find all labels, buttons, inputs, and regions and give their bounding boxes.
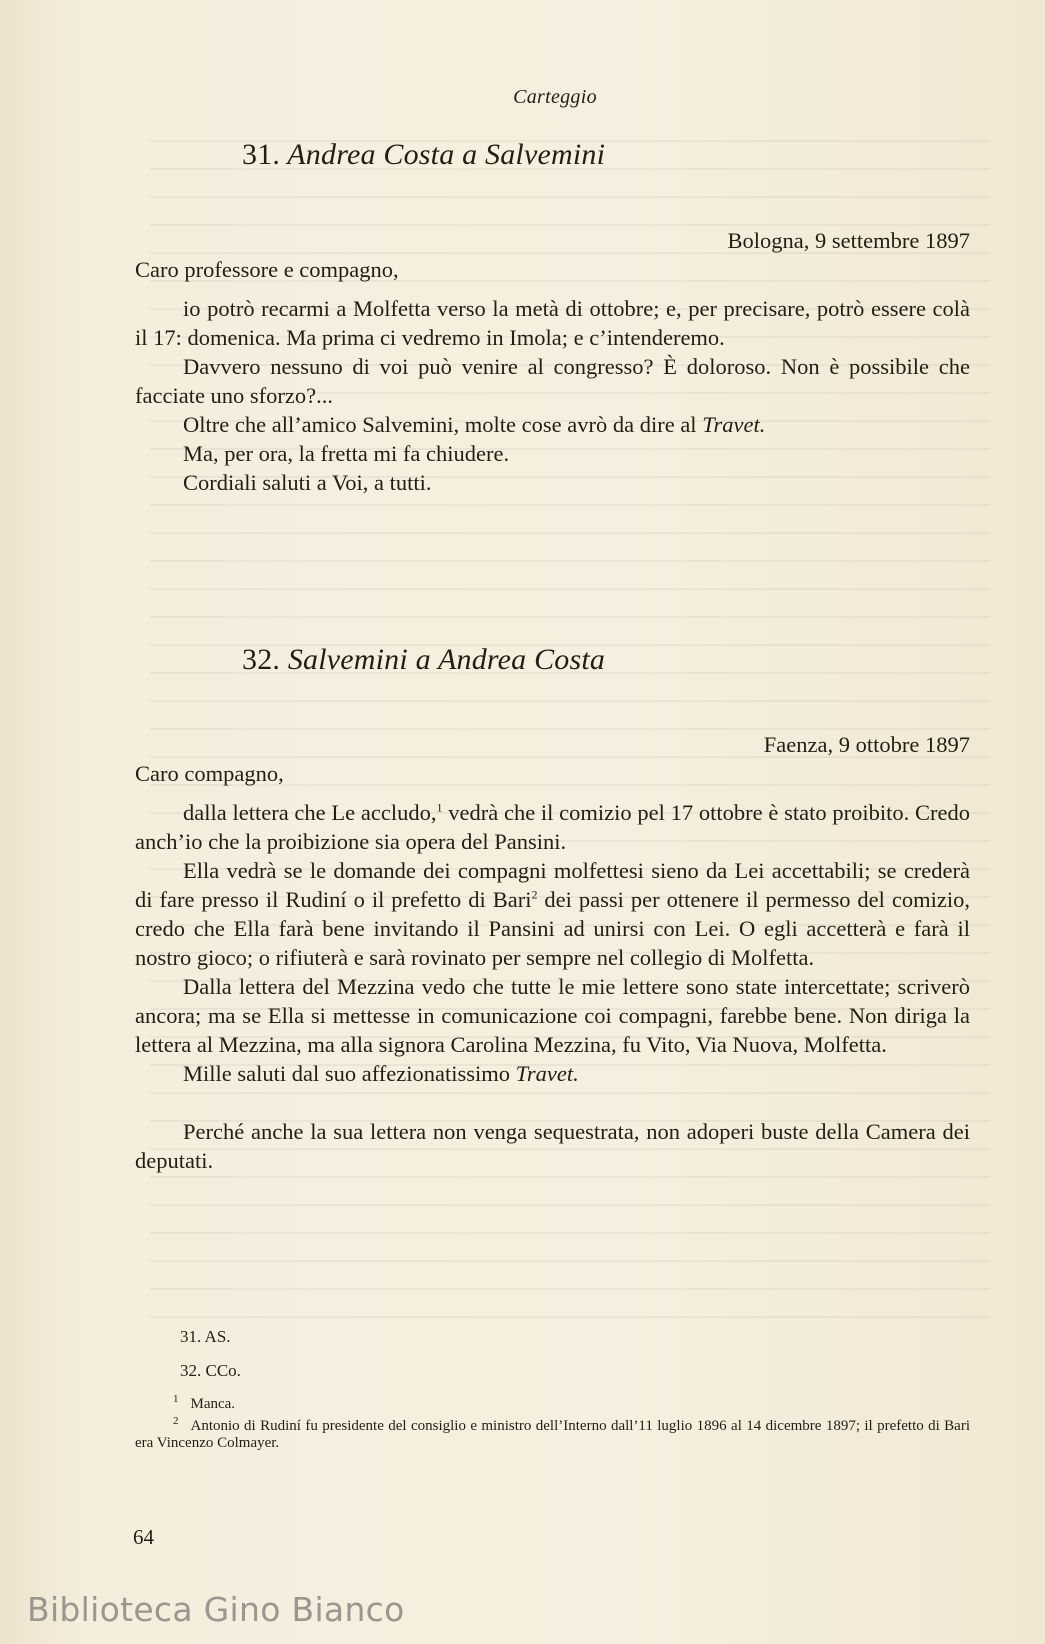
letter-32-salutation: Caro compagno, [135,761,284,786]
letter-32-p1-text-b: vedrà che il comizio pel 17 ottobre è stato proibito. Credo anch’io che la proibizione sia opera del Pansini. [135,800,970,854]
letter-31-dateline: Bologna, 9 settembre 1897 [727,228,970,253]
letter-32-p1-text-a: dalla lettera che Le accludo, [183,800,437,825]
letter-31 [135,140,970,169]
footnote-2-text: Antonio di Rudiní fu presidente del consiglio e ministro dell’Interno dall’11 luglio 1896 al 14 dicembre 1897; il prefetto di Bari era Vincenzo Colmayer. [135,1418,970,1451]
letter-31-paragraph-2: Davvero nessuno di voi può venire al congresso? È doloroso. Non è possibile che facciate uno sforzo?... [135,354,970,408]
letter-32-paragraph-5: Perché anche la sua lettera non venga sequestrata, non adoperi buste della Camera dei deputati. [135,1119,970,1173]
source-note-31: 31. AS. [180,1327,231,1346]
letter-31-paragraph-4: Ma, per ora, la fretta mi fa chiudere. [183,441,510,466]
letter-32-dateline: Faenza, 9 ottobre 1897 [763,732,970,757]
source-note-32: 32. CCo. [180,1361,241,1380]
letter-32-paragraph-1 [135,798,970,856]
letter-32-title [135,645,970,674]
footnote-1-mark: 1 [173,1393,179,1405]
letter-31-paragraph-3-text: Oltre che all’amico Salvemini, molte cose avrò da dire al [183,412,697,437]
footnote-2-mark: 2 [173,1415,179,1427]
letter-31-travet: Travet. [702,412,766,437]
letter-31-heading: Andrea Costa a Salvemini [287,138,606,171]
letter-32-travet: Travet. [515,1061,579,1086]
letter-31-number: 31. [242,138,281,171]
running-head: Carteggio [513,86,597,108]
letter-32-p2-text-b: dei passi per ottenere il permesso del comizio, credo che Ella farà bene invitando il Pansini ad unirsi con Lei. O egli accetterà e farà il nostro gioco; o rifiuterà e sarà rovinato per sempre nel collegio di Molfetta. [135,887,970,970]
notes-section [135,1327,970,1452]
footnote-1 [135,1391,970,1413]
letter-31-paragraph-5: Cordiali saluti a Voi, a tutti. [183,470,432,495]
letter-32 [135,645,970,674]
letter-32-number: 32. [242,643,281,676]
letter-32-body [135,730,970,1175]
letter-31-title [135,140,970,169]
letter-32-paragraph-3: Dalla lettera del Mezzina vedo che tutte le mie lettere sono state intercettate; scriverò ancora; ma se Ella si mettesse in comunicazione coi compagni, farebbe bene. Non diriga la lettera al Mezzina, ma alla signora Carolina Mezzina, fu Vito, Via Nuova, Molfetta. [135,974,970,1057]
footnote-2 [135,1413,970,1452]
letter-31-body [135,226,970,497]
letter-32-paragraph-2 [135,856,970,972]
page-number: 64 [133,1525,154,1549]
footnote-1-text: Manca. [190,1396,236,1412]
letter-31-paragraph-3 [135,410,970,439]
letter-32-p2-text-a: Ella vedrà se le domande dei compagni molfettesi sieno da Lei accettabili; se crederà di fare presso il Rudiní o il prefetto di Bari [135,858,970,912]
letter-32-heading: Salvemini a Andrea Costa [287,643,606,676]
letter-32-p4-text: Mille saluti dal suo affezionatissimo [183,1061,511,1086]
letter-31-paragraph-1: io potrò recarmi a Molfetta verso la metà di ottobre; e, per precisare, potrò essere colà il 17: domenica. Ma prima ci vedremo in Imola; e c’intenderemo. [135,296,970,350]
letter-31-salutation: Caro professore e compagno, [135,257,399,282]
letter-32-paragraph-4 [135,1059,970,1088]
library-watermark: Biblioteca Gino Bianco [27,1590,405,1629]
footnote-ref-1: 1 [436,800,443,815]
footnote-ref-2: 2 [531,887,538,902]
